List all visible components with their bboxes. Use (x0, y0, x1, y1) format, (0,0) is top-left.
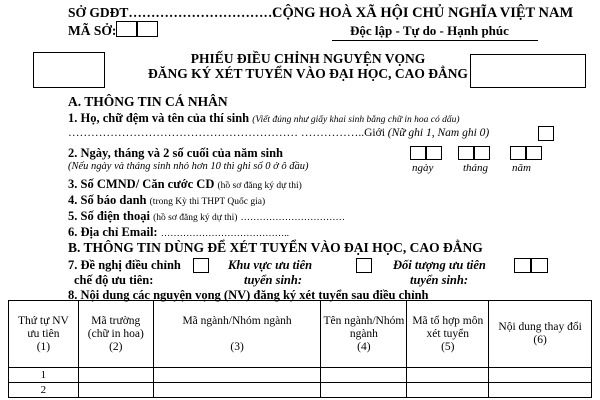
f7-label-2: chế độ ưu tiên: (74, 273, 154, 287)
col-header-label: Mã tổ hợp môn xét tuyển (412, 314, 484, 340)
right-code-box (470, 54, 586, 88)
dt-box-1[interactable] (514, 258, 531, 273)
dt-box-2[interactable] (531, 258, 548, 273)
ma-so-label: MÃ SỞ: (68, 23, 117, 38)
col-header-thu-tu (9, 301, 79, 368)
dt-label-1: Đối tượng ưu tiên (393, 258, 486, 272)
f4-note: (trong Kỳ thi THPT Quốc gia) (149, 197, 266, 207)
f5-dots[interactable]: …………………………… (240, 213, 346, 223)
f3-note: (hồ sơ đăng ký dự thi) (217, 181, 302, 191)
table-cell[interactable] (489, 383, 592, 398)
nguyen-vong-table (8, 300, 592, 398)
table-cell: 1 (9, 368, 79, 383)
table-cell[interactable] (78, 383, 153, 398)
day-box-1[interactable] (410, 146, 426, 160)
table-cell[interactable] (407, 368, 489, 383)
form-title-line2: ĐĂNG KÝ XÉT TUYỂN VÀO ĐẠI HỌC, CAO ĐẲNG (148, 66, 468, 81)
f2-label: 2. Ngày, tháng và 2 số cuối của năm sinh (68, 146, 283, 160)
year-box-2[interactable] (526, 146, 542, 160)
gender-box[interactable] (538, 126, 554, 141)
col-header-label: Nội dung thay đổi (498, 321, 582, 333)
col-header-num: (4) (357, 340, 371, 353)
left-photo-box (33, 52, 105, 88)
f5-note: (hồ sơ đăng ký dự thi) (153, 213, 238, 223)
dt-label-2: tuyển sinh: (410, 273, 469, 287)
f4-row (68, 193, 265, 208)
f1-gender-note: (Nữ ghi 1, Nam ghi 0) (387, 127, 490, 139)
table-row (9, 368, 592, 383)
f3-row (68, 177, 302, 192)
f6-dots[interactable]: ………………………………….. (160, 229, 289, 239)
table-cell: 2 (9, 383, 79, 398)
f7-label-1: 7. Đề nghị điều chỉnh (68, 258, 181, 272)
day-label: ngày (412, 162, 434, 174)
month-label: tháng (463, 162, 489, 174)
day-box-2[interactable] (426, 146, 442, 160)
ma-so-box-2[interactable] (137, 21, 158, 37)
col-header-num: (1) (36, 340, 51, 353)
f1-row (68, 111, 460, 126)
month-box-2[interactable] (474, 146, 490, 160)
f1-dots-row (68, 127, 489, 139)
kv-label-2: tuyển sinh: (244, 273, 303, 287)
table-cell[interactable] (489, 368, 592, 383)
f7-adjust-box[interactable] (193, 258, 209, 273)
table-cell[interactable] (321, 383, 407, 398)
col-header-num: (5) (441, 340, 455, 353)
table-cell[interactable] (407, 383, 489, 398)
col-header-ten-nganh (321, 301, 407, 368)
form-title-line1: PHIẾU ĐIỀU CHỈNH NGUYỆN VỌNG (190, 51, 426, 66)
table-cell[interactable] (321, 368, 407, 383)
col-header-label: Mã trường (chữ in hoa) (87, 314, 144, 340)
f3-label: 3. Số CMND/ Căn cước CD (68, 177, 215, 191)
table-cell[interactable] (78, 368, 153, 383)
col-header-ma-nganh (153, 301, 321, 368)
nation-title: CỘNG HOÀ XÃ HỘI CHỦ NGHĨA VIỆT NAM (272, 5, 574, 21)
f5-row (68, 209, 345, 224)
col-header-to-hop (407, 301, 489, 368)
f8-label: 8. Nội dung các nguyện vọng (NV) đăng ký xét tuyển sau điều chỉnh (68, 288, 429, 302)
col-header-num: (6) (533, 334, 547, 346)
table-cell[interactable] (153, 368, 321, 383)
motto: Độc lập - Tự do - Hạnh phúc (350, 23, 509, 38)
table-cell[interactable] (153, 383, 321, 398)
section-b-heading: B. THÔNG TIN DÙNG ĐỂ XÉT TUYỂN VÀO ĐẠI HỌC, CAO ĐẲNG (68, 240, 483, 255)
f1-label: 1. Họ, chữ đệm và tên của thí sinh (68, 111, 250, 125)
f2-note: (Nếu ngày và tháng sinh nhỏ hơn 10 thì ghi số 0 ở ô đầu) (68, 161, 309, 172)
col-header-ma-truong (78, 301, 153, 368)
month-box-1[interactable] (458, 146, 474, 160)
section-a-heading: A. THÔNG TIN CÁ NHÂN (68, 94, 228, 109)
ma-so-box-1[interactable] (116, 21, 137, 37)
col-header-label: Tên ngành/Nhóm ngành (323, 314, 405, 340)
f6-label: 6. Địa chỉ Email: (68, 225, 158, 239)
f1-note: (Viết đúng như giấy khai sinh bằng chữ in hoa có dấu) (252, 115, 460, 125)
year-box-1[interactable] (510, 146, 526, 160)
col-header-num: (2) (109, 340, 123, 353)
kv-label-1: Khu vực ưu tiên (228, 258, 313, 272)
f4-label: 4. Số báo danh (68, 193, 147, 207)
table-row (9, 383, 592, 398)
f5-label: 5. Số điện thoại (68, 209, 150, 223)
f6-row (68, 225, 289, 240)
so-gddt-label: SỞ GDĐT…………………………… (68, 5, 277, 20)
col-header-label: Thứ tự NV ưu tiên (18, 314, 69, 340)
col-header-noi-dung (489, 301, 592, 368)
col-header-num: (3) (230, 340, 244, 353)
table-header-row (9, 301, 592, 368)
year-label: năm (512, 162, 531, 174)
f1-dots[interactable]: …………………………………………………… ……………..Giới (68, 127, 385, 139)
motto-underline (332, 40, 538, 41)
kv-box[interactable] (356, 258, 372, 273)
col-header-label: Mã ngành/Nhóm ngành (182, 314, 292, 327)
